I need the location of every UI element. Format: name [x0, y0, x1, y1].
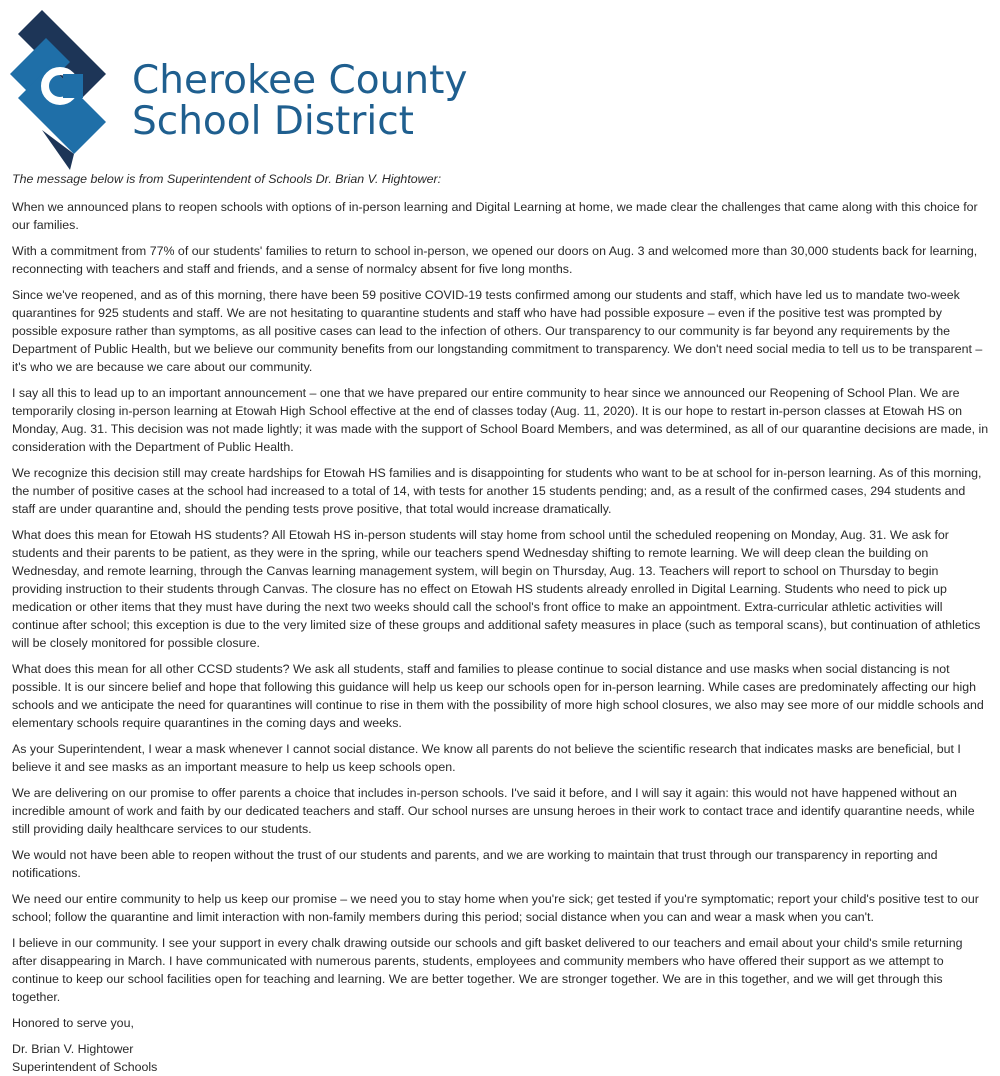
- page-header: [0, 0, 1000, 168]
- letter-paragraph: What does this mean for Etowah HS students? All Etowah HS in-person students will stay home from school until the scheduled reopening on Monday, Aug. 31. We ask for students and their parents to be patient, as they were in the spring, while our teachers spend Wednesday shifting to remote learning. We will deep clean the building on Wednesday, and remote learning, through the Canvas learning management system, will begin on Thursday, Aug. 13. Teachers will report to school on Thursday to begin providing instruction to their students through Canvas. The closure has no effect on Etowah HS students already enrolled in Digital Learning. Students who need to pick up medication or other items that they must have during the next two weeks should call the school's front office to make an appointment. Extra-curricular athletic activities will continue after school; this exception is due to the very limited size of these groups and additional safety measures in place (such as temporal scans), but continuation of athletics will be closely monitored for possible closure.: [12, 528, 981, 650]
- letter-body: [12, 170, 990, 1076]
- letter-paragraph: As your Superintendent, I wear a mask whenever I cannot social distance. We know all parents do not believe the scientific research that indicates masks are beneficial, but I believe it and see masks as an important measure to help us keep schools open.: [12, 742, 961, 774]
- district-name-line1: Cherokee County: [132, 58, 468, 103]
- signature-block: [12, 1040, 990, 1076]
- letter-paragraph: With a commitment from 77% of our students' families to return to school in-person, we opened our doors on Aug. 3 and welcomed more than 30,000 students back for learning, reconnecting with teachers and staff and friends, and a sense of normalcy absent for five long months.: [12, 244, 978, 276]
- letter-paragraph: We would not have been able to reopen without the trust of our students and parents, and we are working to maintain that trust through our transparency in reporting and notifications.: [12, 848, 938, 880]
- district-logo-icon: [10, 10, 108, 170]
- letter-paragraph: I say all this to lead up to an important announcement – one that we have prepared our entire community to hear since we announced our Reopening of School Plan. We are temporarily closing in-person learning at Etowah High School effective at the end of classes today (Aug. 11, 2020). It is our hope to restart in-person classes at Etowah HS on Monday, Aug. 31. This decision was not made lightly; it was made with the support of School Board Members, and was determined, as all of our quarantine decisions are made, in consideration with the Department of Public Health.: [12, 386, 989, 454]
- letter-paragraph: Since we've reopened, and as of this morning, there have been 59 positive COVID-19 tests confirmed among our students and staff, which have led us to mandate two-week quarantines for 925 students and staff. We are not hesitating to quarantine students and staff who have had possible exposure – even if the positive test was prompted by possible exposure rather than symptoms, as all positive cases can lead to the infection of others. Our transparency to our community is far beyond any requirements by the Department of Public Health, but we believe our community benefits from our longstanding commitment to transparency. We don't need social media to tell us to be transparent – it's who we are because we care about our community.: [12, 288, 983, 374]
- letter-paragraph: We recognize this decision still may create hardships for Etowah HS families and is disappointing for students who want to be at school for in-person learning. As of this morning, the number of positive cases at the school had increased to a total of 14, with tests for another 15 students pending; and, as a result of the confirmed cases, 294 students and staff are under quarantine and, should the pending tests prove positive, that total would increase dramatically.: [12, 466, 982, 516]
- letter-paragraph: When we announced plans to reopen schools with options of in-person learning and Digital Learning at home, we made clear the challenges that came along with this choice for our families.: [12, 200, 978, 232]
- signature-title: Superintendent of Schools: [12, 1060, 158, 1074]
- letter-paragraph: I believe in our community. I see your support in every chalk drawing outside our schools and gift basket delivered to our teachers and email about your child's smile returning after disappearing in March. I have communicated with numerous parents, students, employees and community members who have offered their support as we attempt to continue to keep our school facilities open for teaching and learning. We are better together. We are stronger together. We are in this together, and we will get through this together.: [12, 936, 963, 1004]
- signature-name: Dr. Brian V. Hightower: [12, 1042, 134, 1056]
- district-name-line2: School District: [132, 99, 414, 144]
- letter-paragraph: What does this mean for all other CCSD students? We ask all students, staff and families to please continue to social distance and use masks when social distancing is not possible. It is our sincere belief and hope that following this guidance will help us keep our schools open for in-person learning. While cases are predominately affecting our high schools and we anticipate the need for quarantines will continue to rise in them with the possibility of more high school closures, we also may see more of our middle schools and elementary schools require quarantines in the coming days and weeks.: [12, 662, 984, 730]
- letter-paragraph: We are delivering on our promise to offer parents a choice that includes in-person schools. I've said it before, and I will say it again: this would not have happened without an incredible amount of work and faith by our dedicated teachers and staff. Our school nurses are unsung heroes in their work to contact trace and identify quarantine needs, while still providing daily healthcare services to our students.: [12, 786, 975, 836]
- letter-paragraph: We need our entire community to help us keep our promise – we need you to stay home when you're sick; get tested if you're symptomatic; report your child's positive test to our school; follow the quarantine and limit interaction with non-family members during this period; social distance when you can and wear a mask when you can't.: [12, 892, 979, 924]
- letter-intro: The message below is from Superintendent of Schools Dr. Brian V. Hightower:: [12, 172, 442, 186]
- letter-closing: Honored to serve you,: [12, 1016, 134, 1030]
- district-wordmark: [132, 60, 467, 142]
